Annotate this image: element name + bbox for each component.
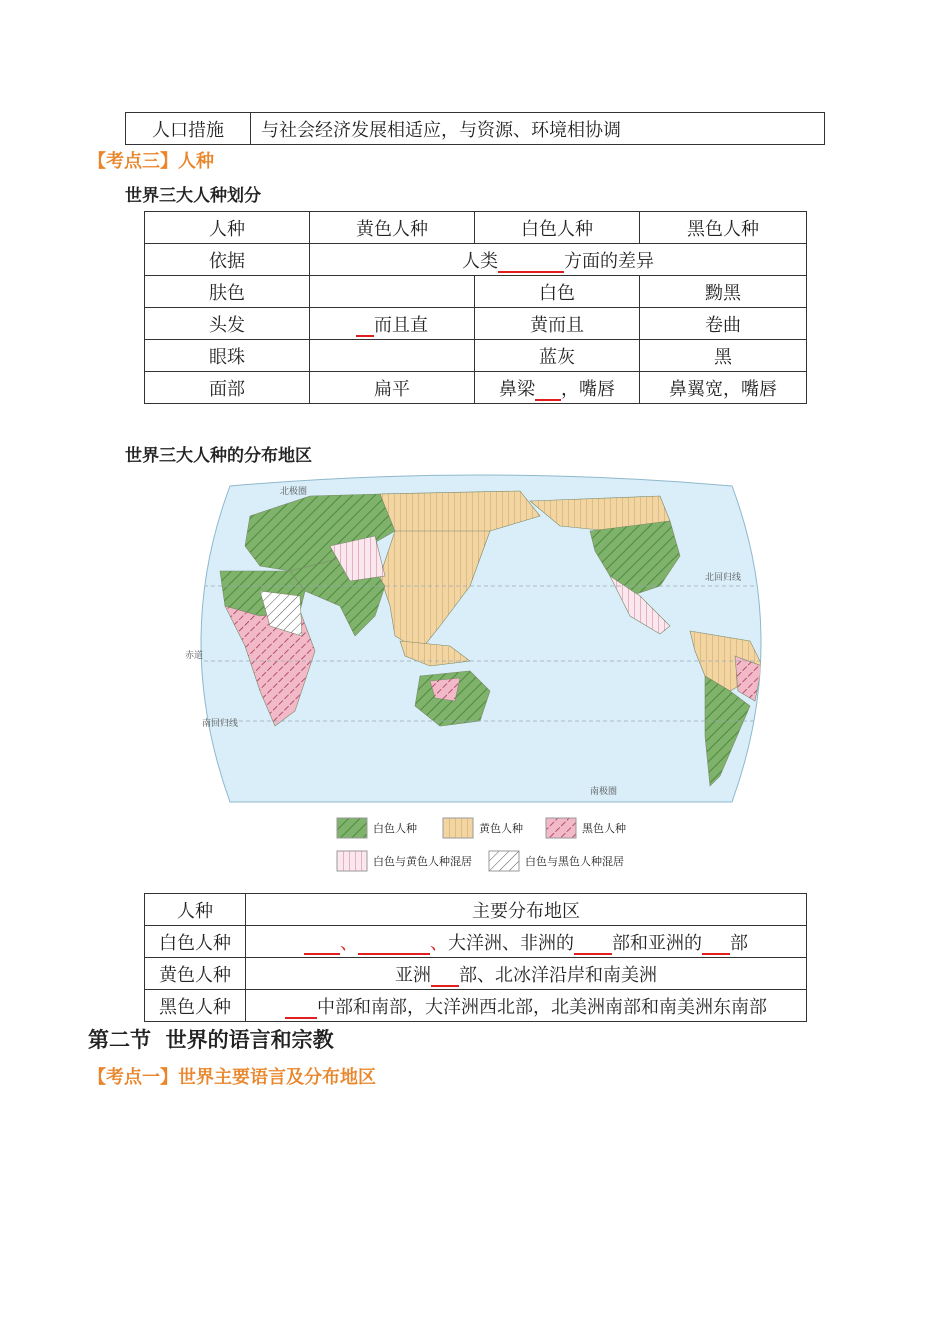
blank-black[interactable] <box>285 999 317 1019</box>
th-yellow: 黄色人种 <box>310 212 475 244</box>
label-tropic-n: 北回归线 <box>705 573 742 583</box>
th-dist-race: 人种 <box>145 894 246 926</box>
measure-value: 与社会经济发展相适应，与资源、环境相协调 <box>251 113 825 145</box>
section-title-language-religion: 第二节 世界的语言和宗教 <box>88 1028 334 1052</box>
row-label-face: 面部 <box>145 372 310 404</box>
blank-nose[interactable] <box>535 381 561 401</box>
label-arctic: 北极圈 <box>280 487 308 497</box>
legend-swatch-white <box>337 818 367 838</box>
cell-yellow-hair: 而且直 <box>310 308 475 340</box>
cell-white-hair: 黄而且 <box>475 308 640 340</box>
blank-white-4[interactable] <box>702 935 730 955</box>
cell-yellow-skin <box>310 276 475 308</box>
dist-value-yellow: 亚洲 部、北冰洋沿岸和南美洲 <box>246 958 807 990</box>
race-distribution-table <box>144 893 807 1022</box>
section-title-race: 【考点三】人种 <box>88 151 214 172</box>
blank-white-1[interactable] <box>304 935 340 955</box>
cell-black-skin: 黝黑 <box>640 276 807 308</box>
row-label-skin: 肤色 <box>145 276 310 308</box>
measure-label: 人口措施 <box>126 113 251 145</box>
cell-white-skin: 白色 <box>475 276 640 308</box>
label-equator: 赤道 <box>185 651 204 661</box>
subtitle-race-distribution: 世界三大人种的分布地区 <box>125 446 312 466</box>
blank-yellow[interactable] <box>431 967 459 987</box>
legend-white-black: 白色与黑色人种混居 <box>489 851 624 871</box>
row-label-eyes: 眼珠 <box>145 340 310 372</box>
cell-white-eyes: 蓝灰 <box>475 340 640 372</box>
subtitle-languages: 【考点一】世界主要语言及分布地区 <box>88 1067 376 1088</box>
basis-label: 依据 <box>145 244 310 276</box>
legend-swatch-yellow <box>443 818 473 838</box>
legend-swatch-black <box>546 818 576 838</box>
dist-label-black: 黑色人种 <box>145 990 246 1022</box>
race-division-table <box>144 211 807 404</box>
legend-black: 黑色人种 <box>546 818 626 838</box>
legend-yellow: 黄色人种 <box>443 818 523 838</box>
th-black: 黑色人种 <box>640 212 807 244</box>
legend-swatch-white-black <box>489 851 519 871</box>
cell-white-face: 鼻梁 ，嘴唇 <box>475 372 640 404</box>
dist-value-white: 、 、大洋洲、非洲的 部和亚洲的 部 <box>246 926 807 958</box>
blank-hair[interactable] <box>356 317 374 337</box>
dist-value-black: 中部和南部，大洋洲西北部，北美洲南部和南美洲东南部 <box>246 990 807 1022</box>
dist-label-white: 白色人种 <box>145 926 246 958</box>
world-race-map <box>185 476 772 806</box>
blank-white-2[interactable] <box>358 935 430 955</box>
cell-yellow-eyes <box>310 340 475 372</box>
row-label-hair: 头发 <box>145 308 310 340</box>
cell-black-hair: 卷曲 <box>640 308 807 340</box>
dist-label-yellow: 黄色人种 <box>145 958 246 990</box>
th-dist-region: 主要分布地区 <box>246 894 807 926</box>
legend-white-yellow: 白色与黄色人种混居 <box>337 851 472 871</box>
th-race: 人种 <box>145 212 310 244</box>
population-measure-table <box>125 112 825 145</box>
th-white: 白色人种 <box>475 212 640 244</box>
legend-white: 白色人种 <box>337 818 417 838</box>
blank-basis[interactable] <box>498 253 564 273</box>
cell-black-eyes: 黑 <box>640 340 807 372</box>
cell-yellow-face: 扁平 <box>310 372 475 404</box>
cell-black-face: 鼻翼宽，嘴唇 <box>640 372 807 404</box>
basis-value: 人类 方面的差异 <box>310 244 807 276</box>
subtitle-race-division: 世界三大人种划分 <box>125 186 261 206</box>
legend-swatch-white-yellow <box>337 851 367 871</box>
label-tropic-s: 南回归线 <box>202 719 239 729</box>
blank-white-3[interactable] <box>574 935 612 955</box>
label-antarctic: 南极圈 <box>590 787 618 797</box>
